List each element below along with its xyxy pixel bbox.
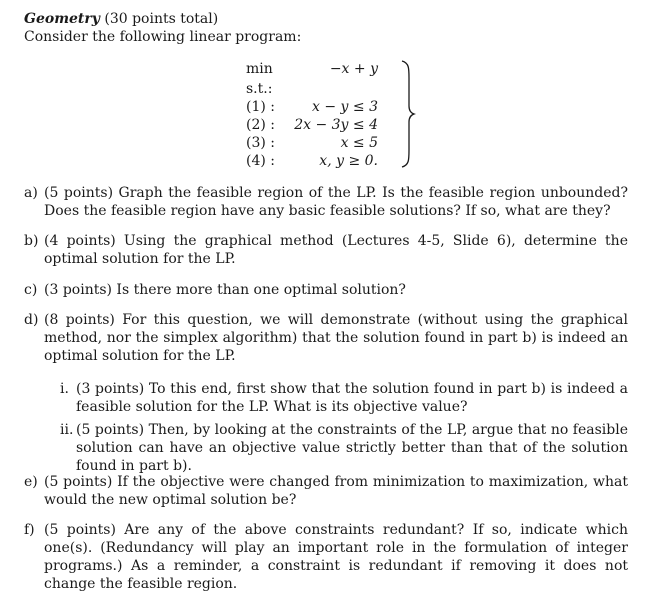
part-text: (3 points) Is there more than one optimal solution?: [44, 282, 406, 298]
constraint-3-label: (3) :: [246, 135, 275, 151]
part-f: [24, 521, 628, 593]
constraint-2-expression: 2x − 3y ≤ 4: [294, 117, 378, 133]
part-c: [24, 281, 628, 299]
subpart-text: (5 points) Then, by looking at the constraints of the LP, argue that no feasible solution can have an objective value strictly better than that of the solution found in part b).: [76, 422, 628, 474]
part-text: (8 points) For this question, we will demonstrate (without using the graphical method, nor the simplex algorithm) that the solution found in part b) is indeed an optimal solution for the LP.: [44, 312, 628, 364]
part-label: f): [24, 522, 35, 538]
part-label: a): [24, 185, 38, 201]
subject-to-label: s.t.:: [246, 81, 273, 97]
part-label: c): [24, 282, 38, 298]
problem-title: [24, 10, 218, 28]
objective-expression: −x + y: [329, 61, 378, 77]
subpart-label: i.: [60, 381, 69, 397]
linear-program: [246, 58, 416, 170]
problem-points: (30 points total): [104, 11, 219, 27]
subpart-label: ii.: [60, 422, 74, 438]
part-label: d): [24, 312, 39, 328]
part-a: [24, 184, 628, 220]
part-text: (4 points) Using the graphical method (Lectures 4-5, Slide 6), determine the optimal solution for the LP.: [44, 233, 628, 267]
problem-name: Geometry: [24, 11, 100, 27]
problem-intro: Consider the following linear program:: [24, 29, 302, 45]
subpart-ii: [60, 421, 628, 475]
subpart-text: (3 points) To this end, first show that the solution found in part b) is indeed a feasible solution for the LP. What is its objective value?: [76, 381, 628, 415]
objective-label: min: [246, 61, 273, 77]
part-label: e): [24, 474, 38, 490]
constraint-3-expression: x ≤ 5: [340, 135, 378, 151]
subpart-i: [60, 380, 628, 416]
part-text: (5 points) Are any of the above constraints redundant? If so, indicate which one(s). (Redundancy will play an important role in the formulation of integer programs.) As a reminder, a constraint is redundant if removing it does not change the feasible region.: [44, 522, 628, 592]
part-text: (5 points) If the objective were changed from minimization to maximization, what would the new optimal solution be?: [44, 474, 628, 508]
part-d: [24, 311, 628, 365]
constraint-4-expression: x, y ≥ 0.: [319, 153, 378, 169]
part-text: (5 points) Graph the feasible region of the LP. Is the feasible region unbounded? Does the feasible region have any basic feasible solutions? If so, what are they?: [44, 185, 628, 219]
part-b: [24, 232, 628, 268]
constraint-1-expression: x − y ≤ 3: [312, 99, 378, 115]
part-label: b): [24, 233, 39, 249]
constraint-2-label: (2) :: [246, 117, 275, 133]
closing-brace: [400, 60, 416, 168]
constraint-1-label: (1) :: [246, 99, 275, 115]
part-e: [24, 473, 628, 509]
constraint-4-label: (4) :: [246, 153, 275, 169]
